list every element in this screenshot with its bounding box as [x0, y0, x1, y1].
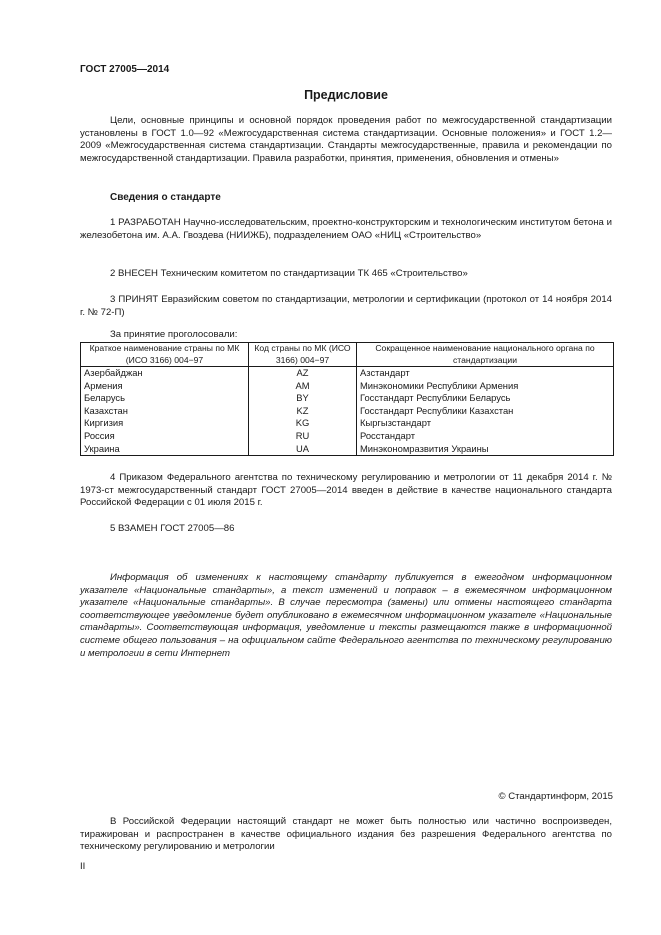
copyright: © Стандартинформ, 2015 [498, 791, 613, 802]
vote-label: За принятие проголосовали: [110, 329, 238, 340]
authority-cell: Азстандарт [357, 367, 614, 380]
authority-cell: Кыргызстандарт [357, 417, 614, 430]
table-row [81, 417, 614, 430]
country-cell: Беларусь [81, 392, 249, 405]
code-cell: AZ [249, 367, 357, 380]
info-heading: Сведения о стандарте [110, 192, 221, 203]
code-cell: AM [249, 380, 357, 393]
column-header-authority: Сокращенное наименование национального органа по стандартизации [357, 343, 614, 367]
authority-cell: Минэкономразвития Украины [357, 443, 614, 456]
table-row [81, 367, 614, 380]
table-row [81, 380, 614, 393]
table-header-row [81, 343, 614, 367]
code-cell: UA [249, 443, 357, 456]
page-number: II [80, 861, 86, 872]
code-cell: KZ [249, 405, 357, 418]
country-cell: Россия [81, 430, 249, 443]
code-cell: RU [249, 430, 357, 443]
table-row [81, 443, 614, 456]
rights-notice: В Российской Федерации настоящий стандарт не может быть полностью или частично воспроизведен, тиражирован и распространен в качестве официального издания без разрешения Федерального агентства по техническому регулированию и метрологии [80, 816, 612, 853]
country-cell: Азербайджан [81, 367, 249, 380]
intro-paragraph: Цели, основные принципы и основной порядок проведения работ по межгосударственной стандартизации установлены в ГОСТ 1.0—92 «Межгосударственная система стандартизации. Основные положения» и ГОСТ 1.2—2009 «Межгосударственная система стандартизации. Стандарты межгосударственные, правила и рекомендации по межгосударственной стандартизации. Правила разработки, принятия, применения, обновления и отмены» [80, 115, 612, 164]
voting-table [80, 342, 614, 456]
column-header-code: Код страны по МК (ИСО 3166) 004−97 [249, 343, 357, 367]
code-cell: BY [249, 392, 357, 405]
country-cell: Армения [81, 380, 249, 393]
authority-cell: Минэкономики Республики Армения [357, 380, 614, 393]
document-number: ГОСТ 27005—2014 [80, 64, 170, 75]
authority-cell: Госстандарт Республики Казахстан [357, 405, 614, 418]
country-cell: Казахстан [81, 405, 249, 418]
table-row [81, 430, 614, 443]
country-cell: Киргизия [81, 417, 249, 430]
item-replaces: 5 ВЗАМЕН ГОСТ 27005—86 [110, 523, 235, 534]
item-introduced: 2 ВНЕСЕН Техническим комитетом по стандартизации ТК 465 «Строительство» [110, 268, 468, 279]
table-row [81, 405, 614, 418]
authority-cell: Госстандарт Республики Беларусь [357, 392, 614, 405]
table-row [81, 392, 614, 405]
changes-notice: Информация об изменениях к настоящему стандарту публикуется в ежегодном информационном указателе «Национальные стандарты», а текст изменений и поправок – в ежемесячном информационном указателе «Национальные стандарты». В случае пересмотра (замены) или отмены настоящего стандарта соответствующее уведомление будет опубликовано в ежемесячном информационном указателе «Национальные стандарты». Соответствующая информация, уведомление и тексты размещаются также в информационной системе общего пользования – на официальном сайте Федерального агентства по техническому регулированию и метрологии в сети Интернет [80, 572, 612, 659]
item-adopted: 3 ПРИНЯТ Евразийским советом по стандартизации, метрологии и сертификации (протокол от 14 ноября 2014 г. № 72-П) [80, 294, 612, 318]
code-cell: KG [249, 417, 357, 430]
authority-cell: Росстандарт [357, 430, 614, 443]
country-cell: Украина [81, 443, 249, 456]
page-title: Предисловие [304, 88, 388, 102]
item-order: 4 Приказом Федерального агентства по техническому регулированию и метрологии от 11 декабря 2014 г. № 1973-ст межгосударственный стандарт ГОСТ 27005—2014 введен в действие в качестве национального стандарта Российской Федерации с 01 июля 2015 г. [80, 472, 612, 509]
column-header-country: Краткое наименование страны по МК (ИСО 3166) 004−97 [81, 343, 249, 367]
item-developed: 1 РАЗРАБОТАН Научно-исследовательским, проектно-конструкторским и технологическим институтом бетона и железобетона им. А.А. Гвоздева (НИИЖБ), подразделением ОАО «НИЦ «Строительство» [80, 217, 612, 241]
